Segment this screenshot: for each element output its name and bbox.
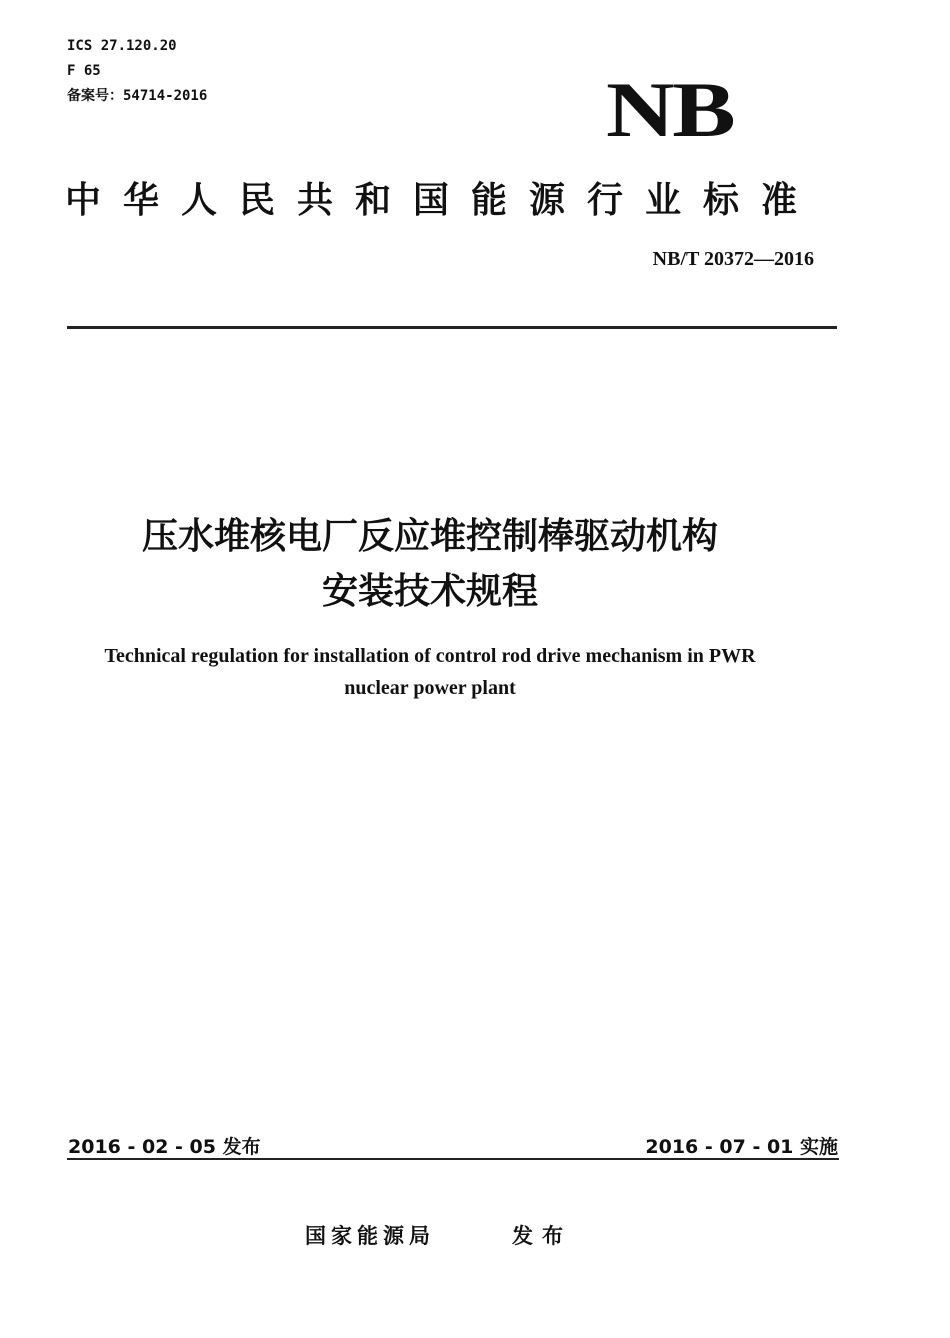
- nb-logo: NB: [606, 66, 734, 153]
- filing-number: 备案号：54714-2016: [67, 88, 208, 104]
- publisher-name: 国家能源局: [305, 1224, 435, 1248]
- title-chinese-line-1: 压水堆核电厂反应堆控制棒驱动机构: [141, 516, 718, 557]
- bottom-divider: [67, 1158, 839, 1160]
- standard-body-title: 中华人民共和国能源行业标准: [65, 180, 820, 221]
- category-code: F 65: [67, 63, 101, 79]
- document-metadata: [67, 34, 207, 109]
- title-english-line-2: nuclear power plant: [344, 677, 516, 699]
- title-chinese-line-2: 安装技术规程: [321, 571, 538, 612]
- top-divider: [67, 326, 837, 329]
- standard-number: NB/T 20372—2016: [652, 248, 814, 270]
- publish-label: 发布: [512, 1224, 572, 1248]
- title-english-line-1: Technical regulation for installation of control rod drive mechanism in PWR: [104, 645, 756, 667]
- issue-date: 2016 - 02 - 05 发布: [68, 1136, 261, 1158]
- effective-date: 2016 - 07 - 01 实施: [645, 1136, 838, 1158]
- ics-code: ICS 27.120.20: [67, 38, 177, 54]
